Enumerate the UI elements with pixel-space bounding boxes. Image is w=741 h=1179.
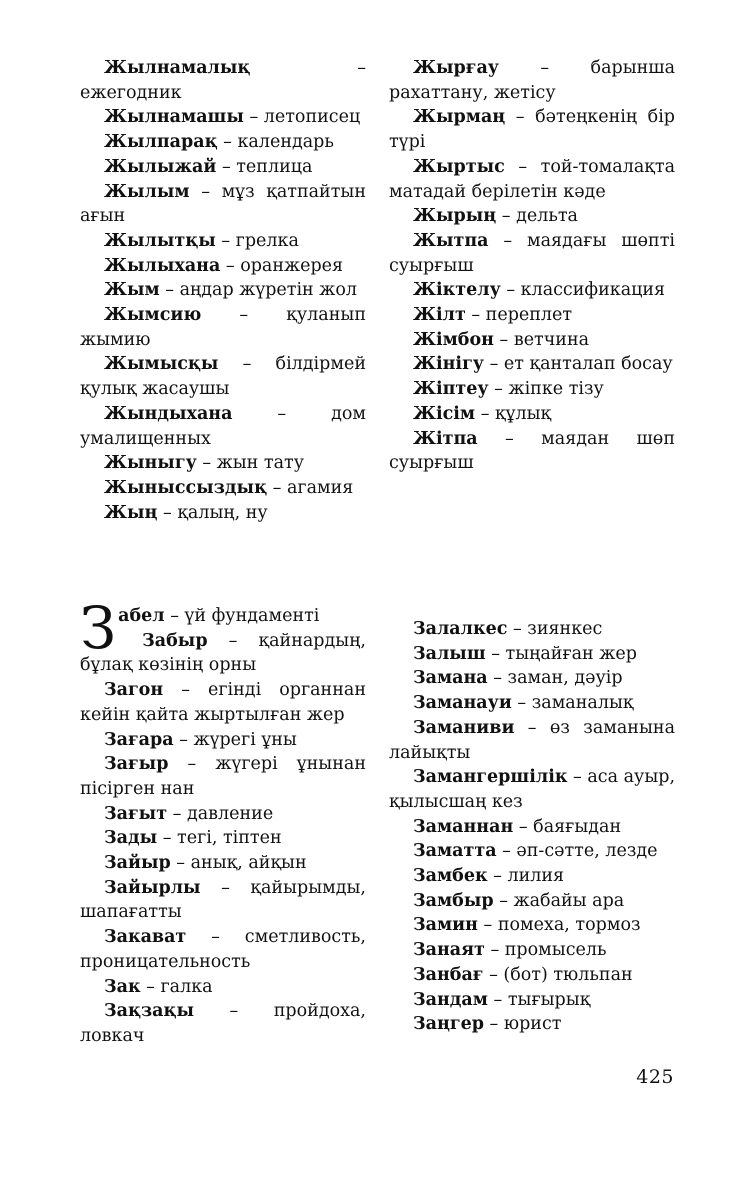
entry-term: Жырғау	[413, 58, 500, 78]
entry-definition: – пройдоха, ловкач	[80, 1001, 366, 1046]
dictionary-entry	[389, 617, 675, 642]
entry-definition: – баяғыдан	[513, 816, 622, 837]
dictionary-entry	[389, 377, 675, 402]
entry-term: Заманауи	[413, 693, 512, 714]
dictionary-entry	[389, 204, 675, 229]
entry-definition: – білдірмей қулық жасаушы	[80, 354, 366, 400]
column-bottom-right	[389, 617, 675, 1037]
entry-term: Жытпа	[413, 230, 489, 251]
entry-definition: – құлық	[475, 403, 552, 424]
entry-term: Жінігу	[413, 354, 484, 375]
entry-definition: – барынша рахаттану, жетісу	[389, 58, 675, 103]
entry-definition: – жабайы ара	[493, 890, 625, 911]
dictionary-entry	[80, 451, 366, 476]
dictionary-entry	[80, 826, 366, 851]
entry-definition: – теплица	[216, 156, 313, 177]
dictionary-entry	[80, 802, 366, 827]
entry-definition: – оранжерея	[220, 255, 344, 276]
entry-definition: – промысель	[484, 940, 607, 961]
entry-definition: – давление	[167, 803, 274, 824]
entry-term: Жілт	[413, 305, 466, 326]
entry-term: Жітпа	[413, 428, 478, 449]
entry-term: Зағыр	[104, 754, 169, 775]
entry-definition: – переплет	[465, 305, 573, 326]
entry-definition: – маядағы шөпті суырғыш	[389, 230, 675, 276]
entry-definition: – зиянкес	[507, 619, 603, 639]
dictionary-entry	[389, 889, 675, 914]
entry-term: Жылыхана	[104, 255, 221, 276]
entry-definition: – бәтеңкенің бір түрі	[389, 107, 675, 153]
entry-term: Жыныссыздық	[104, 477, 268, 498]
entry-term: Зандам	[413, 989, 488, 1010]
entry-term: Жындыхана	[104, 403, 233, 424]
entry-definition: – дельта	[496, 206, 578, 227]
entry-definition: – жүрегі ұны	[173, 729, 297, 750]
entry-term: Забыр	[142, 630, 208, 651]
entry-definition: – үй фундаменті	[164, 606, 320, 626]
entry-definition: – летописец	[243, 107, 361, 128]
dictionary-entry	[389, 105, 675, 154]
entry-term: Жылнамашы	[104, 107, 244, 128]
entry-term: Жылым	[104, 181, 190, 202]
dictionary-entry	[389, 864, 675, 889]
dictionary-entry	[389, 666, 675, 691]
entry-term: Жырың	[413, 206, 497, 227]
entry-definition: – агамия	[267, 477, 354, 498]
dictionary-entry	[80, 56, 366, 105]
entry-definition: – заманалық	[511, 693, 634, 714]
dictionary-entry	[389, 1012, 675, 1037]
entry-definition: – аса ауыр, қылысшаң кез	[389, 767, 676, 812]
entry-term: Жімбон	[413, 329, 494, 350]
entry-definition: – сметливость, проницательность	[80, 927, 366, 972]
dictionary-entry	[80, 728, 366, 753]
entry-term: Жылпарақ	[104, 132, 218, 153]
entry-term: Жылнамалық	[104, 58, 251, 78]
dictionary-entry	[389, 963, 675, 988]
entry-term: Залыш	[413, 643, 486, 664]
entry-definition: – жын тату	[196, 453, 305, 474]
entry-definition: – қайырымды, шапағатты	[80, 877, 366, 923]
entry-term: Жісім	[413, 403, 476, 424]
entry-term: Жырмаң	[413, 107, 506, 128]
entry-term: Жымысқы	[104, 354, 219, 375]
entry-term: Зайырлы	[104, 877, 201, 898]
entry-term: абел	[118, 606, 165, 626]
dictionary-entry	[80, 999, 366, 1048]
dictionary-entry	[80, 254, 366, 279]
dictionary-entry	[80, 501, 366, 526]
entry-term: Заманиви	[413, 717, 515, 738]
dictionary-entry	[389, 642, 675, 667]
entry-definition: – юрист	[483, 1014, 562, 1035]
dictionary-entry	[389, 328, 675, 353]
entry-definition: – мұз қатпайтын ағын	[80, 181, 366, 227]
entry-definition: – тегі, тіптен	[157, 828, 282, 849]
entry-definition: – календарь	[217, 132, 334, 153]
dictionary-entry	[389, 402, 675, 427]
page-number: 425	[636, 1066, 674, 1088]
dictionary-entry	[389, 352, 675, 377]
dictionary-entry	[389, 988, 675, 1013]
entry-term: Зайыр	[104, 853, 171, 874]
entry-term: Жылытқы	[104, 230, 216, 251]
entry-term: Замбыр	[413, 890, 494, 911]
entry-term: Замана	[413, 668, 488, 689]
dictionary-entry	[389, 691, 675, 716]
entry-definition: – лилия	[487, 866, 565, 887]
entry-definition: – ветчина	[493, 329, 590, 350]
dictionary-entry	[80, 352, 366, 401]
dictionary-entry	[389, 278, 675, 303]
entry-definition: – классификация	[500, 280, 666, 301]
dictionary-entry	[80, 876, 366, 925]
dictionary-entry	[80, 402, 366, 451]
dictionary-entry	[80, 752, 366, 801]
entry-term: Зағыт	[104, 803, 168, 824]
entry-definition: – галка	[140, 976, 213, 997]
column-top-right	[389, 56, 675, 476]
entry-definition: – ежегодник	[80, 58, 366, 103]
entry-term: Замангершілік	[413, 767, 568, 788]
entry-definition: – қалың, ну	[157, 502, 268, 523]
dictionary-entry	[389, 913, 675, 938]
entry-term: Зақзақы	[104, 1001, 195, 1022]
entry-definition: – әп-сәтте, лезде	[496, 841, 658, 862]
dictionary-entry	[389, 155, 675, 204]
entry-definition: – егінді органнан кейін қайта жыртылған жер	[80, 680, 366, 725]
entry-term: Жіптеу	[413, 379, 489, 400]
entry-term: Зады	[104, 828, 158, 849]
entry-term: Жіктелу	[413, 280, 501, 301]
dictionary-entry	[389, 938, 675, 963]
dictionary-entry	[80, 105, 366, 130]
entry-term: Замин	[413, 915, 478, 936]
entry-definition: – аңдар жүретін жол	[159, 280, 358, 301]
dictionary-entry	[80, 303, 366, 352]
entry-term: Заматта	[413, 841, 497, 862]
dictionary-entry	[389, 427, 675, 476]
entry-term: Жым	[104, 280, 160, 301]
dictionary-entry	[80, 678, 366, 727]
dictionary-entry	[389, 716, 675, 765]
entry-term: Занбағ	[413, 964, 484, 985]
entry-term: Жымсию	[104, 305, 202, 326]
entry-definition: – маядан шөп суырғыш	[389, 428, 675, 474]
entry-definition: – қайнардың, бұлақ көзінің орны	[80, 630, 366, 676]
dictionary-entry	[80, 629, 366, 678]
entry-definition: – помеха, тормоз	[477, 915, 641, 936]
dictionary-entry	[80, 130, 366, 155]
entry-term: Жың	[104, 502, 158, 523]
entry-term: Зак	[104, 976, 141, 997]
dictionary-entry	[80, 476, 366, 501]
entry-term: Зағара	[104, 729, 174, 750]
entry-definition: – той-томалақта матадай берілетін кәде	[389, 156, 675, 202]
entry-term: Жыртыс	[413, 156, 505, 177]
entry-term: Заманнан	[413, 816, 514, 837]
entry-definition: – грелка	[215, 230, 299, 251]
entry-term: Залалкес	[413, 619, 508, 639]
entry-term: Занаят	[413, 940, 485, 961]
entry-term: Жылыжай	[104, 156, 217, 177]
entry-term: Заңгер	[413, 1014, 484, 1035]
dictionary-entry	[80, 180, 366, 229]
dictionary-entry	[389, 765, 675, 814]
entry-term: Закават	[104, 927, 187, 948]
dictionary-entry	[80, 975, 366, 1000]
column-bottom-left	[80, 594, 366, 1049]
entry-definition: – заман, дәуір	[487, 668, 623, 689]
entry-definition: – дом умалищенных	[80, 403, 366, 449]
entry-definition: – қуланып жымию	[80, 305, 366, 350]
drop-cap-letter: З	[80, 594, 117, 662]
dictionary-entry	[389, 56, 675, 105]
entry-definition: – анық, айқын	[170, 853, 307, 874]
dictionary-entry	[80, 155, 366, 180]
entry-definition: – өз заманына лайықты	[389, 717, 675, 763]
entry-term: Загон	[104, 680, 164, 701]
dictionary-entry	[80, 925, 366, 974]
dictionary-entry	[389, 815, 675, 840]
dictionary-entry	[389, 229, 675, 278]
dictionary-entry	[389, 839, 675, 864]
dictionary-entry	[80, 851, 366, 876]
entry-definition: – (бот) тюльпан	[483, 964, 633, 985]
column-top-left	[80, 56, 366, 525]
dictionary-entry	[80, 278, 366, 303]
entry-definition: – тыңайған жер	[485, 643, 637, 664]
entry-term: Замбек	[413, 866, 488, 887]
entry-definition: – тығырық	[487, 989, 591, 1010]
entry-definition: – ет қанталап босау	[484, 354, 673, 375]
dictionary-entry	[80, 229, 366, 254]
entry-term: Жыныгу	[104, 453, 197, 474]
entry-definition: – жүгері ұнынан пісірген нан	[80, 754, 366, 799]
dictionary-entry	[389, 303, 675, 328]
entry-definition: – жіпке тізу	[488, 379, 604, 400]
